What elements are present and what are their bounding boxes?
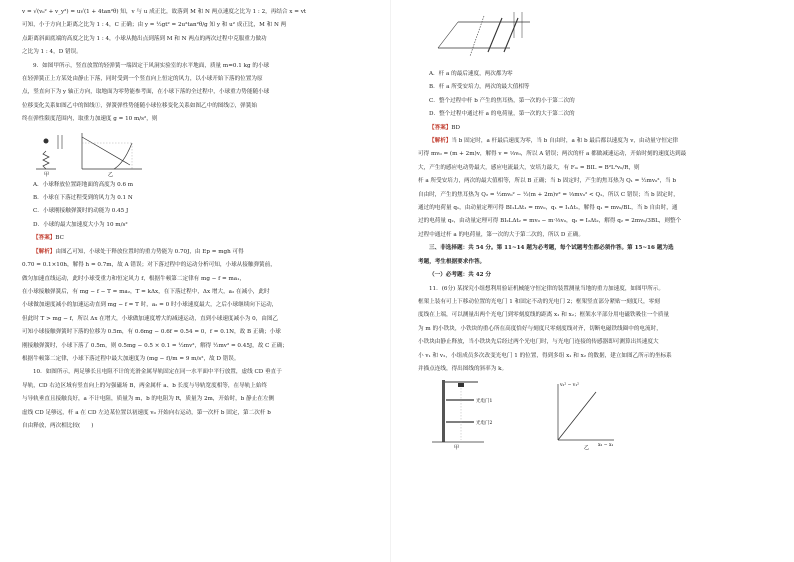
explanation-label: 【解析】 xyxy=(33,248,56,255)
figure-q11 xyxy=(418,378,780,450)
text-line: 框架上装有可上下移动位置的光电门 1 和固定不动的光电门 2；框架竖直部分紧贴一刻度尺，零刻 xyxy=(418,298,660,305)
section-heading-cont: 考题，考生根据要求作答。 xyxy=(418,258,486,265)
x-axis-label: x₂ − x₁ xyxy=(598,443,614,449)
text-line: 过程中通过杆 a 的电荷量，第一次的大于第二次的，所以 D 正确。 xyxy=(418,231,584,238)
answer-line xyxy=(418,122,780,135)
text-line: 点距离斜面底端的高度之比为 1 : 4，小球从抛出点到落到 M 和 N 两点的两次过程中克服重力做功 xyxy=(22,35,267,42)
text-line: 自由时，产生的焦耳热为 Q₂ = ½mv₀² − ½(m + 2m)v² = ⅓mv₀² < Q₁，所以 C 错误；当 b 固定时， xyxy=(418,191,679,198)
explanation-line: 【解析】由图乙可知，小球处于释放位置时的重力势能为 0.70J，由 Ep = mgh 可得 xyxy=(33,248,244,255)
answer-value: BC xyxy=(55,235,64,242)
gate-1-label: 光电门1 xyxy=(476,399,493,405)
rails-diagram xyxy=(418,8,618,66)
frame-apparatus xyxy=(432,380,484,442)
option-d: D．小球的最大加速度大小为 10 m/s² xyxy=(33,221,128,228)
figure-label-a: 甲 xyxy=(44,171,50,177)
text-line: 终在弹性限度范围内，取重力加速度 g = 10 m/s²，则 xyxy=(22,116,158,123)
text-line: 度线在上端，可以测量出两个光电门到零刻度线的距离 x₁ 和 x₂；框架水平部分用电磁铁吸住一个质量 xyxy=(418,312,670,319)
text-line: 与导轨垂直且接触良好，a 不计电阻，质量为 m，b 的电阻为 R，质量为 2m，开始时，b 静止在左侧 xyxy=(22,396,275,403)
option-a: A．小球释放位置距地面的高度为 0.6 m xyxy=(33,181,134,188)
spring-diagram xyxy=(36,135,62,169)
text-line: 小 v₁ 和 v₂，小组成员多次改变光电门 1 的位置，得到多组 x₁ 和 x₂ 的数据，建立如图乙所示的坐标系 xyxy=(418,352,672,359)
text-line: 可知，小于方向上距离之比为 1 : 4，C 正确；由 y = ½gt² = 2u²tan²θ/g 知 y 和 u² 成正比，M 和 N 两 xyxy=(22,22,287,29)
explanation-line: 【解析】当 b 固定时，a 杆最后速度为零，当 b 自由时，a 和 b 最后都以速度为 v，由动量守恒定律 xyxy=(429,138,679,145)
text-line: 大，产生的感应电动势最大，感应电流最大，安培力最大，有 Fₘ = BIL = B²L²v₀/R，则 xyxy=(418,164,640,171)
text-line: 做匀加速直线运动，此时小球受重力和恒定风力 f，根据牛顿第二定律有 mg − f = ma₁， xyxy=(22,275,245,282)
gate-2-label: 光电门2 xyxy=(476,421,493,427)
figure-label-b: 乙 xyxy=(584,445,590,451)
text-line: 虚线 CD 足够远，杆 a 在 CD 左边某位置以初速度 v₀ 开始向右运动，第一次杆 b 固定，第二次杆 b xyxy=(22,409,271,416)
left-column xyxy=(22,6,384,433)
text-line: 并描点连线，得出图线的斜率为 k。 xyxy=(418,365,508,372)
text-line: v = √(v₀² + v_y²) = u√(1 + 4tan²θ) 知，v 与 u 成正比，故落到 M 和 N 两点速度之比为 1 : 2，再结合 x = vt xyxy=(22,9,307,15)
text-line: 通过的电荷量 q₁，由动量定理可得 BI₁LΔt₁ = mv₀，q₁ = I₁Δt₁，解得 q₁ = mv₀/BL，当 b 自由时，通 xyxy=(418,205,678,212)
answer-label: 【答案】 xyxy=(429,124,452,131)
figure-q10 xyxy=(418,8,780,66)
text-line: 0.70 = 0.1×10h，解得 h = 0.7m，故 A 错误；对下落过程中的运动分析可知，小球从接触弹簧前， xyxy=(22,262,276,269)
option-b: B．杆 a 所受安培力，两次的最大值相等 xyxy=(429,84,530,91)
text-line: 位移变化关系如图乙中的图线①，弹簧弹性势能随小球位移变化关系如图乙中的图线②，弹簧始 xyxy=(22,102,257,109)
text-line: 自由释放，两次相比较( ) xyxy=(22,422,94,429)
text-line: 刚接触弹簧时，小球下落了 0.5m，则 0.5mg − 0.5 × 0.1 = ½mv²，解得 ½mv² = 0.45J，故 C 正确； xyxy=(22,342,288,349)
section-heading: 三、非选择题：共 54 分。第 11~14 题为必考题，每个试题考生都必须作答。第 15~16 题为选 xyxy=(429,245,674,252)
option-b: B．小球在下落过程受到的风力为 0.1 N xyxy=(33,195,133,202)
option-c: C．整个过程中杆 b 产生的焦耳热，第一次的小于第二次的 xyxy=(429,97,575,104)
text-line: 过的电荷量 q₂，由动量定理可得 BI₂LΔt₂ = mv₀ − m·⅓v₀，q₂ = I₂Δt₂，解得 q₂ = 2mv₀/3BL，则整个 xyxy=(418,218,682,225)
question-11-text: 11．(6分) 某探究小组想利用验证机械能守恒定律的装置测量当地的重力加速度，如图甲所示。 xyxy=(429,285,664,292)
text-line: 点，竖直向下为 y 轴正方向，取地面为零势能参考面，在小球下落的全过程中，小球重力势能随小球 xyxy=(22,89,270,96)
spring-and-graph-figure xyxy=(22,129,182,177)
text-line: 小球做加速度减小的加速运动直到 mg − f = T 时，a₂ = 0 时小球速度最大，之后小球继续向下运动， xyxy=(22,302,278,309)
option-c: C．小球刚接触弹簧时的动能为 0.45 J xyxy=(33,208,129,215)
text-line: 杆 a 所受安培力，两次的最大值相等，所以 B 正确；当 b 固定时，产生的焦耳热为 Q₁ = ½mv₀²，当 b xyxy=(418,178,677,185)
option-a: A．杆 a 的最后速度，两次都为零 xyxy=(429,71,513,77)
y-axis-label: v₂² − v₁² xyxy=(560,383,579,389)
line-graph xyxy=(558,384,614,440)
answer-line xyxy=(22,232,384,245)
subsection-heading: （一）必考题：共 42 分 xyxy=(429,272,492,279)
figure-q9 xyxy=(22,129,384,177)
figure-label-a: 甲 xyxy=(454,445,460,451)
text-line: 之比为 1 : 4，D 错误。 xyxy=(22,49,82,56)
text-line: 可得 mv₀ = (m + 2m)v，解得 v = ⅓v₀，所以 A 错误；两次的杆 a 都做减速运动，开始时刻的速度达到最 xyxy=(418,151,687,158)
question-10-text: 10．如图所示，两足够长且电阻不计的光滑金属导轨固定在同一水平面中平行放置，虚线 CD 垂直于 xyxy=(33,369,282,376)
option-d: D．整个过程中通过杆 a 的电荷量，第一次的大于第二次的 xyxy=(429,111,575,118)
text-line: 根据牛顿第二定律，小球下落过程中最大加速度为 (mg − f)/m = 9 m/s²，故 D 错误。 xyxy=(22,355,240,362)
text-line: 小铁块由静止释放，当小铁块先后经过两个光电门时，与光电门连接的传感器即可测算出其速度大 xyxy=(418,339,659,346)
column-gutter xyxy=(390,0,391,562)
text-line: 为 m 的小铁块，小铁块的重心所在高度恰好与刻度尺零刻度线对齐，切断电磁铁线圈中的电流时， xyxy=(418,325,662,332)
text-line: 但此时 T > mg − f，所以 Δx 在增大，小球做加速度增大的减速运动，直到小球速度减小为 0，由图乙 xyxy=(22,315,279,322)
question-9-text: 9．如图甲所示，竖直放置的轻弹簧一端固定于风洞实验室的水平地面，质量 m=0.1 kg 的小球 xyxy=(33,62,270,69)
explanation-label: 【解析】 xyxy=(429,138,452,145)
answer-label: 【答案】 xyxy=(33,235,56,242)
text-line: 导轨，CD 右边区域有竖直向上的匀强磁场 B，两金属杆 a、b 长度与导轨宽度相等，在导轨上始终 xyxy=(22,382,268,389)
text-line: 在小球接触弹簧后，有 mg − f − T = ma₂，T = kΔx，在下落过程中，Δx 增大，a₂ 在减小，此时 xyxy=(22,288,270,295)
right-column xyxy=(418,6,780,452)
photogate-figure xyxy=(418,378,678,450)
energy-graph xyxy=(82,133,142,169)
figure-label-b: 乙 xyxy=(108,171,114,177)
text-line: 可知小球接触弹簧时下落的位移为 0.5m，有 0.6mg − 0.6f = 0.54 = 0，f = 0.1N，故 B 正确；小球 xyxy=(22,329,281,336)
answer-value: BD xyxy=(451,124,460,131)
text-line: 在轻弹簧正上方某处由静止下落，同时受到一个竖直向上恒定的风力，以小球开始下落的位置为原 xyxy=(22,76,263,83)
